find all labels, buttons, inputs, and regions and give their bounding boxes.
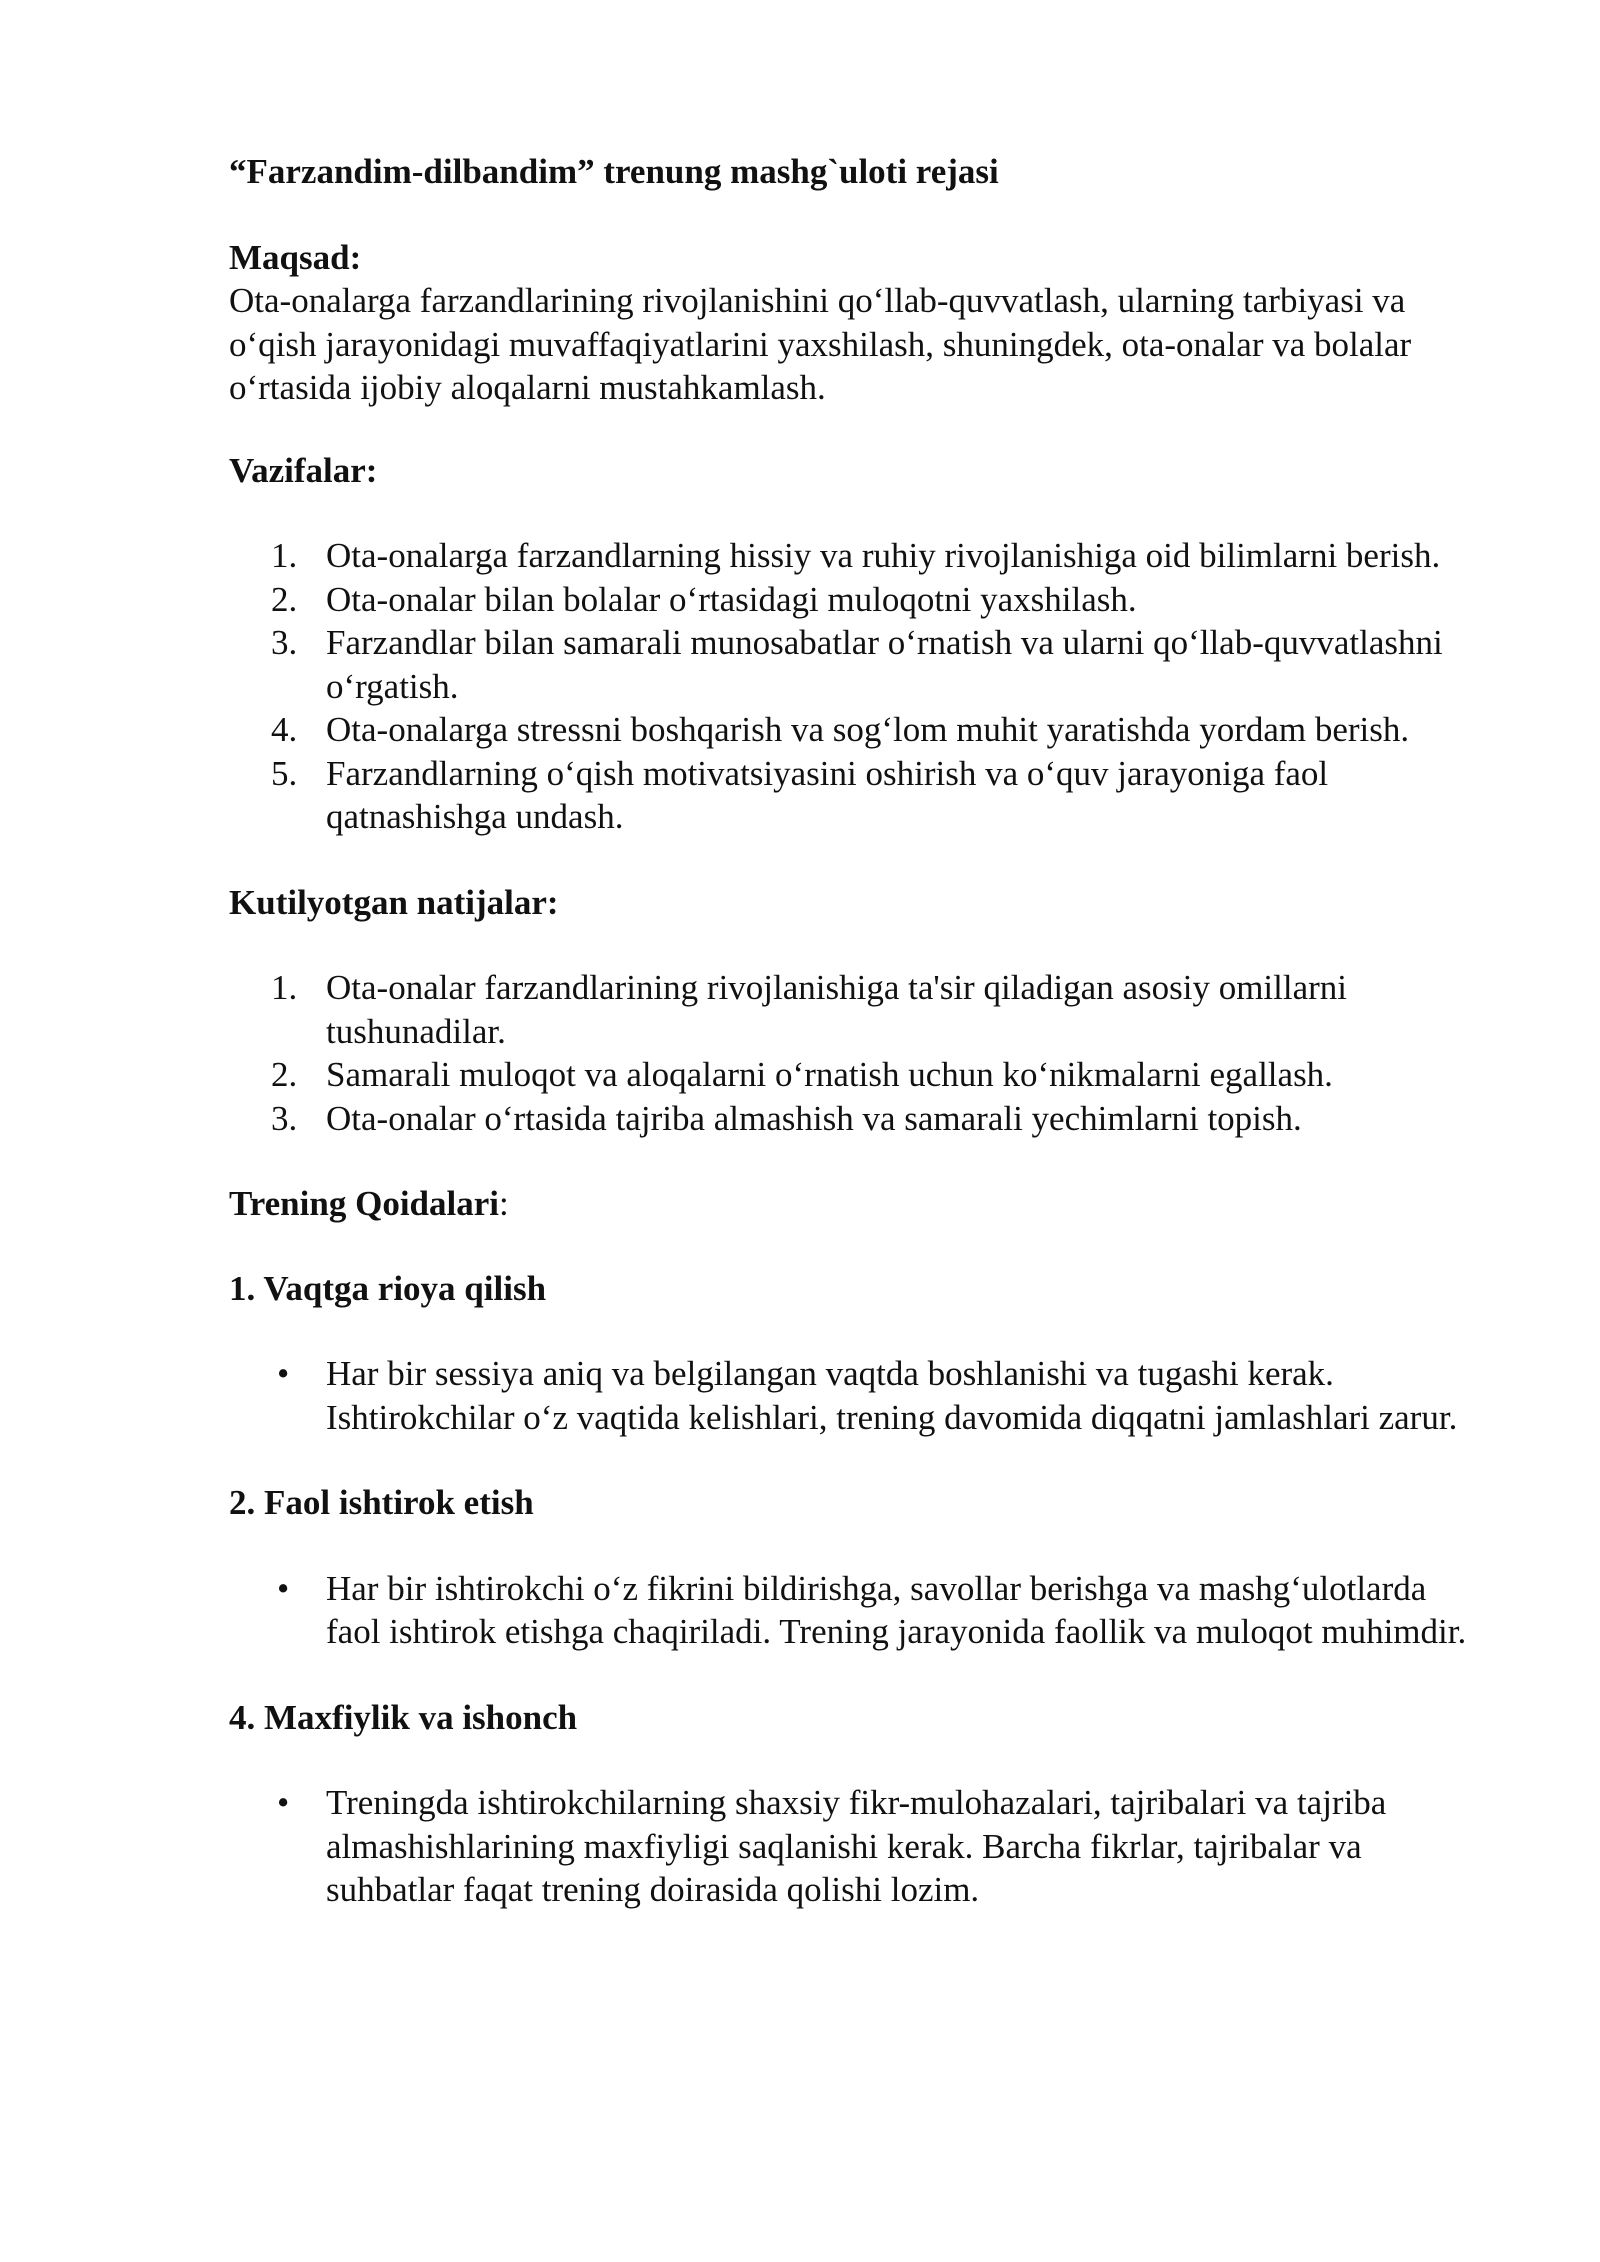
- rule-list: [229, 1567, 1479, 1654]
- list-item: [229, 621, 1479, 708]
- rule-heading: 2. Faol ishtirok etish: [229, 1483, 534, 1522]
- results-list: [229, 966, 1479, 1140]
- list-item: [229, 966, 1479, 1053]
- rule-list: [229, 1781, 1479, 1912]
- item-number: 4.: [271, 710, 298, 749]
- item-text: Farzandlar bilan samarali munosabatlar o‘rnatish va ularni qo‘llab-quvvatlashni o‘rgatish.: [326, 623, 1443, 706]
- list-item: [229, 1097, 1479, 1141]
- item-text: Ota-onalar farzandlarining rivojlanishiga ta'sir qiladigan asosiy omillarni tushunadilar.: [326, 968, 1347, 1051]
- bullet-icon: •: [277, 1783, 290, 1822]
- list-item: [229, 1567, 1479, 1654]
- goal-text: Ota-onalarga farzandlarining rivojlanishini qo‘llab-quvvatlash, ularning tarbiyasi va o‘qish jarayonidagi muvaffaqiyatlarini yaxshilash, shuningdek, ota-onalar va bolalar o‘rtasida ijobiy aloqalarni mustahkamlash.: [229, 281, 1412, 407]
- results-heading: Kutilyotgan natijalar:: [229, 882, 559, 922]
- goal-heading: Maqsad:: [229, 237, 362, 277]
- rules-heading-colon: :: [499, 1184, 509, 1223]
- item-text: Har bir sessiya aniq va belgilangan vaqtda boshlanishi va tugashi kerak. Ishtirokchilar o‘z vaqtida kelishlari, trening davomida diqqatni jamlashlari zarur.: [326, 1354, 1458, 1437]
- item-number: 3.: [271, 1098, 298, 1138]
- rule-heading: 4. Maxfiylik va ishonch: [229, 1697, 578, 1737]
- item-number: 2.: [271, 1055, 298, 1094]
- tasks-heading: Vazifalar:: [229, 450, 378, 490]
- item-number: 5.: [271, 753, 298, 793]
- list-item: [229, 534, 1479, 578]
- list-item: [229, 1781, 1479, 1912]
- item-number: 3.: [271, 623, 298, 662]
- item-text: Farzandlarning o‘qish motivatsiyasini oshirish va o‘quv jarayoniga faol qatnashishga undash.: [326, 753, 1329, 836]
- list-item: [229, 578, 1479, 622]
- bullet-icon: •: [277, 1568, 290, 1608]
- item-text: Har bir ishtirokchi o‘z fikrini bildirishga, savollar berishga va mashg‘ulotlarda faol ishtirok etishga chaqiriladi. Trening jarayonida faollik va muloqot muhimdir.: [326, 1568, 1467, 1651]
- item-text: Treningda ishtirokchilarning shaxsiy fikr-mulohazalari, tajribalari va tajriba almashishlarining maxfiyligi saqlanishi kerak. Barcha fikrlar, tajribalar va suhbatlar faqat trening doirasida qolishi lozim.: [326, 1783, 1387, 1909]
- tasks-list: [229, 534, 1479, 839]
- list-item: [229, 1352, 1479, 1439]
- document-title: “Farzandim-dilbandim” trenung mashg`uloti rejasi: [229, 152, 999, 191]
- item-text: Samarali muloqot va aloqalarni o‘rnatish uchun ko‘nikmalarni egallash.: [326, 1055, 1333, 1094]
- document-page: [229, 150, 1479, 1954]
- item-number: 2.: [271, 579, 298, 619]
- list-item: [229, 1053, 1479, 1097]
- item-number: 1.: [271, 968, 298, 1007]
- list-item: [229, 752, 1479, 839]
- item-text: Ota-onalar o‘rtasida tajriba almashish va samarali yechimlarni topish.: [326, 1098, 1302, 1138]
- item-text: Ota-onalarga farzandlarning hissiy va ruhiy rivojlanishiga oid bilimlarni berish.: [326, 536, 1441, 575]
- list-item: [229, 708, 1479, 752]
- rule-list: [229, 1352, 1479, 1439]
- rules-heading: [229, 1182, 1479, 1226]
- rules-heading-text: Trening Qoidalari: [229, 1184, 499, 1223]
- item-text: Ota-onalar bilan bolalar o‘rtasidagi muloqotni yaxshilash.: [326, 579, 1137, 619]
- rule-heading: 1. Vaqtga rioya qilish: [229, 1268, 547, 1308]
- item-text: Ota-onalarga stressni boshqarish va sog‘lom muhit yaratishda yordam berish.: [326, 710, 1410, 749]
- bullet-icon: •: [277, 1354, 290, 1393]
- item-number: 1.: [271, 536, 298, 575]
